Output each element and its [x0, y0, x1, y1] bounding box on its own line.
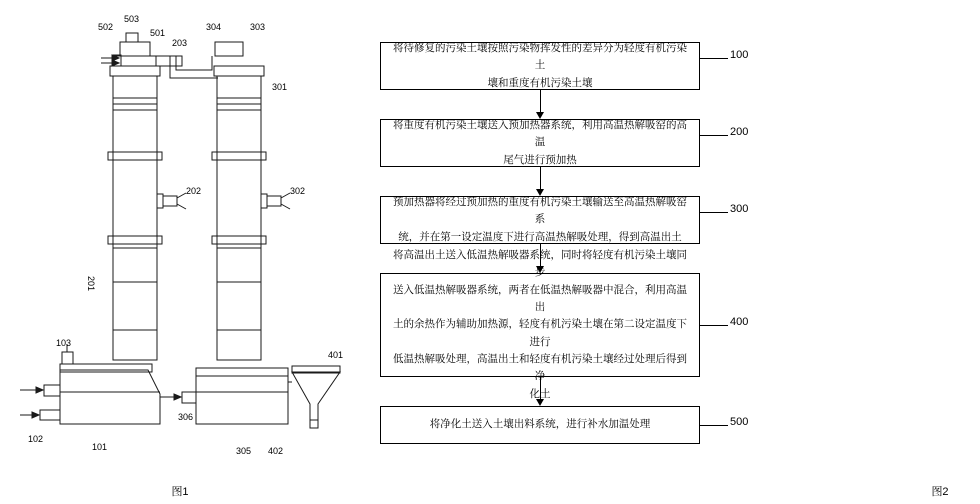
- figure-1-apparatus-diagram: [0, 0, 360, 504]
- flow-step-300-line-1: 预加热器将经过预加热的重度有机污染土壤输送至高温热解吸窑系: [393, 196, 687, 226]
- leader-line-300: [700, 212, 728, 213]
- figure-2-flowchart: [360, 0, 949, 504]
- step-number-300: 300: [730, 203, 749, 215]
- part-label-305: 305: [236, 446, 252, 456]
- part-label-306: 306: [178, 412, 194, 422]
- flow-step-200-line-2: 尾气进行预加热: [503, 153, 577, 166]
- flow-step-100: [380, 42, 700, 90]
- part-label-503: 503: [124, 14, 140, 24]
- step-number-100: 100: [730, 49, 749, 61]
- leader-line-500: [700, 425, 728, 426]
- part-label-302: 302: [290, 186, 306, 196]
- flow-step-100-line-2: 壤和重度有机污染土壤: [487, 76, 593, 89]
- flow-step-400: [380, 249, 700, 400]
- leader-line-100: [700, 58, 728, 59]
- part-label-501: 501: [150, 28, 166, 38]
- part-label-301: 301: [272, 82, 288, 92]
- flow-step-500: [380, 406, 700, 444]
- flow-step-400-line-1: 将高温出土送入低温热解吸器系统，同时将轻度有机污染土壤同步: [393, 249, 687, 279]
- part-label-401: 401: [328, 350, 344, 360]
- flow-step-400-line-2: 送入低温热解吸器系统，两者在低温热解吸器中混合，利用高温出: [393, 283, 687, 314]
- part-label-103: 103: [56, 338, 72, 348]
- part-label-102: 102: [28, 434, 44, 444]
- arrow-400-500: [536, 399, 544, 406]
- figure-1-caption: 图1: [171, 486, 189, 498]
- part-label-202: 202: [186, 186, 202, 196]
- flow-step-400-line-3: 土的余热作为辅助加热源，轻度有机污染土壤在第二设定温度下进行: [393, 318, 687, 348]
- flow-step-200: [380, 119, 700, 167]
- figure-2-caption: 图2: [931, 486, 949, 498]
- apparatus-drawing: [0, 0, 360, 504]
- flow-step-100-line-1: 将待修复的污染土壤按照污染物挥发性的差异分为轻度有机污染土: [393, 42, 687, 72]
- part-label-203: 203: [172, 38, 188, 48]
- leader-line-400: [700, 325, 728, 326]
- leader-line-200: [700, 135, 728, 136]
- part-label-304: 304: [206, 22, 222, 32]
- flow-step-400-line-4: 低温热解吸处理，高温出土和轻度有机污染土壤经过处理后得到净: [393, 352, 687, 383]
- flow-step-300: [380, 196, 700, 244]
- part-label-201: 201: [86, 276, 96, 292]
- step-number-500: 500: [730, 416, 749, 428]
- flow-step-500-line-1: 将净化土送入土壤出料系统，进行补水加温处理: [429, 418, 651, 431]
- flow-step-300-line-2: 统，并在第一设定温度下进行高温热解吸处理，得到高温出土: [398, 230, 682, 243]
- part-label-101: 101: [92, 442, 108, 452]
- step-number-200: 200: [730, 126, 749, 138]
- flow-step-400-line-5: 化土: [529, 387, 551, 400]
- part-label-502: 502: [98, 22, 114, 32]
- part-label-402: 402: [268, 446, 284, 456]
- part-label-303: 303: [250, 22, 266, 32]
- step-number-400: 400: [730, 316, 749, 328]
- flow-step-200-line-1: 将重度有机污染土壤送入预加热器系统，利用高温热解吸窑的高温: [393, 119, 687, 149]
